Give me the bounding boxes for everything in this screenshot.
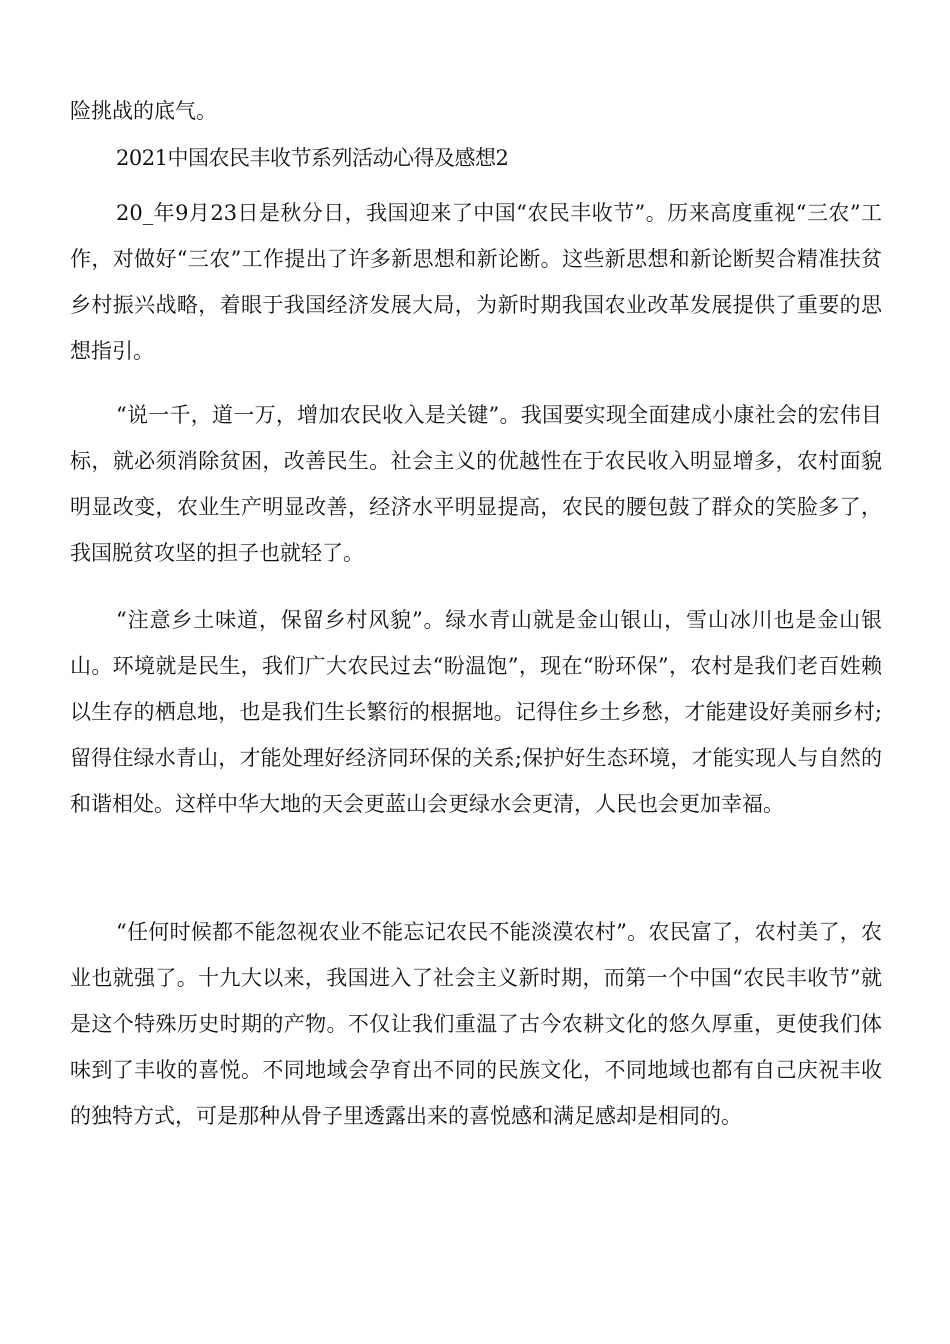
paragraph-4: “任何时候都不能忽视农业不能忘记农民不能淡漠农村”。农民富了，农村美了，农业也就强了。十九大以来，我国进入了社会主义新时期，而第一个中国“农民丰收节”就是这个特殊历史时期的产物。不仅让我们重温了古今农耕文化的悠久厚重，更使我们体味到了丰收的喜悦。不同地域会孕育出不同的民族文化，不同地域也都有自己庆祝丰收的独特方式，可是那种从骨子里透露出来的喜悦感和满足感却是相同的。 [70,920,882,1128]
section-title: 2021中国农民丰收节系列活动心得及感想2 [116,146,509,170]
paragraph-3: “注意乡土味道，保留乡村风貌”。绿水青山就是金山银山，雪山冰川也是金山银山。环境就是民生，我们广大农民过去“盼温饱”，现在“盼环保”，农村是我们老百姓赖以生存的栖息地，也是我们生长繁衍的根据地。记得住乡土乡愁，才能建设好美丽乡村;留得住绿水青山，才能处理好经济同环保的关系;保护好生态环境，才能实现人与自然的和谐相处。这样中华大地的天会更蓝山会更绿水会更清，人民也会更加幸福。 [70,608,882,816]
carryover-text: 险挑战的底气。 [70,99,217,123]
paragraph-2: “说一千，道一万，增加农民收入是关键”。我国要实现全面建成小康社会的宏伟目标，就必须消除贫困，改善民生。社会主义的优越性在于农民收入明显增多，农村面貌明显改变，农业生产明显改善，经济水平明显提高，农民的腰包鼓了群众的笑脸多了，我国脱贫攻坚的担子也就轻了。 [70,403,882,565]
paragraph-1: 20_年9月23日是秋分日，我国迎来了中国“农民丰收节”。历来高度重视“三农”工作，对做好“三农”工作提出了许多新思想和新论断。这些新思想和新论断契合精准扶贫乡村振兴战略，着眼于我国经济发展大局，为新时期我国农业改革发展提供了重要的思想指引。 [70,201,882,363]
